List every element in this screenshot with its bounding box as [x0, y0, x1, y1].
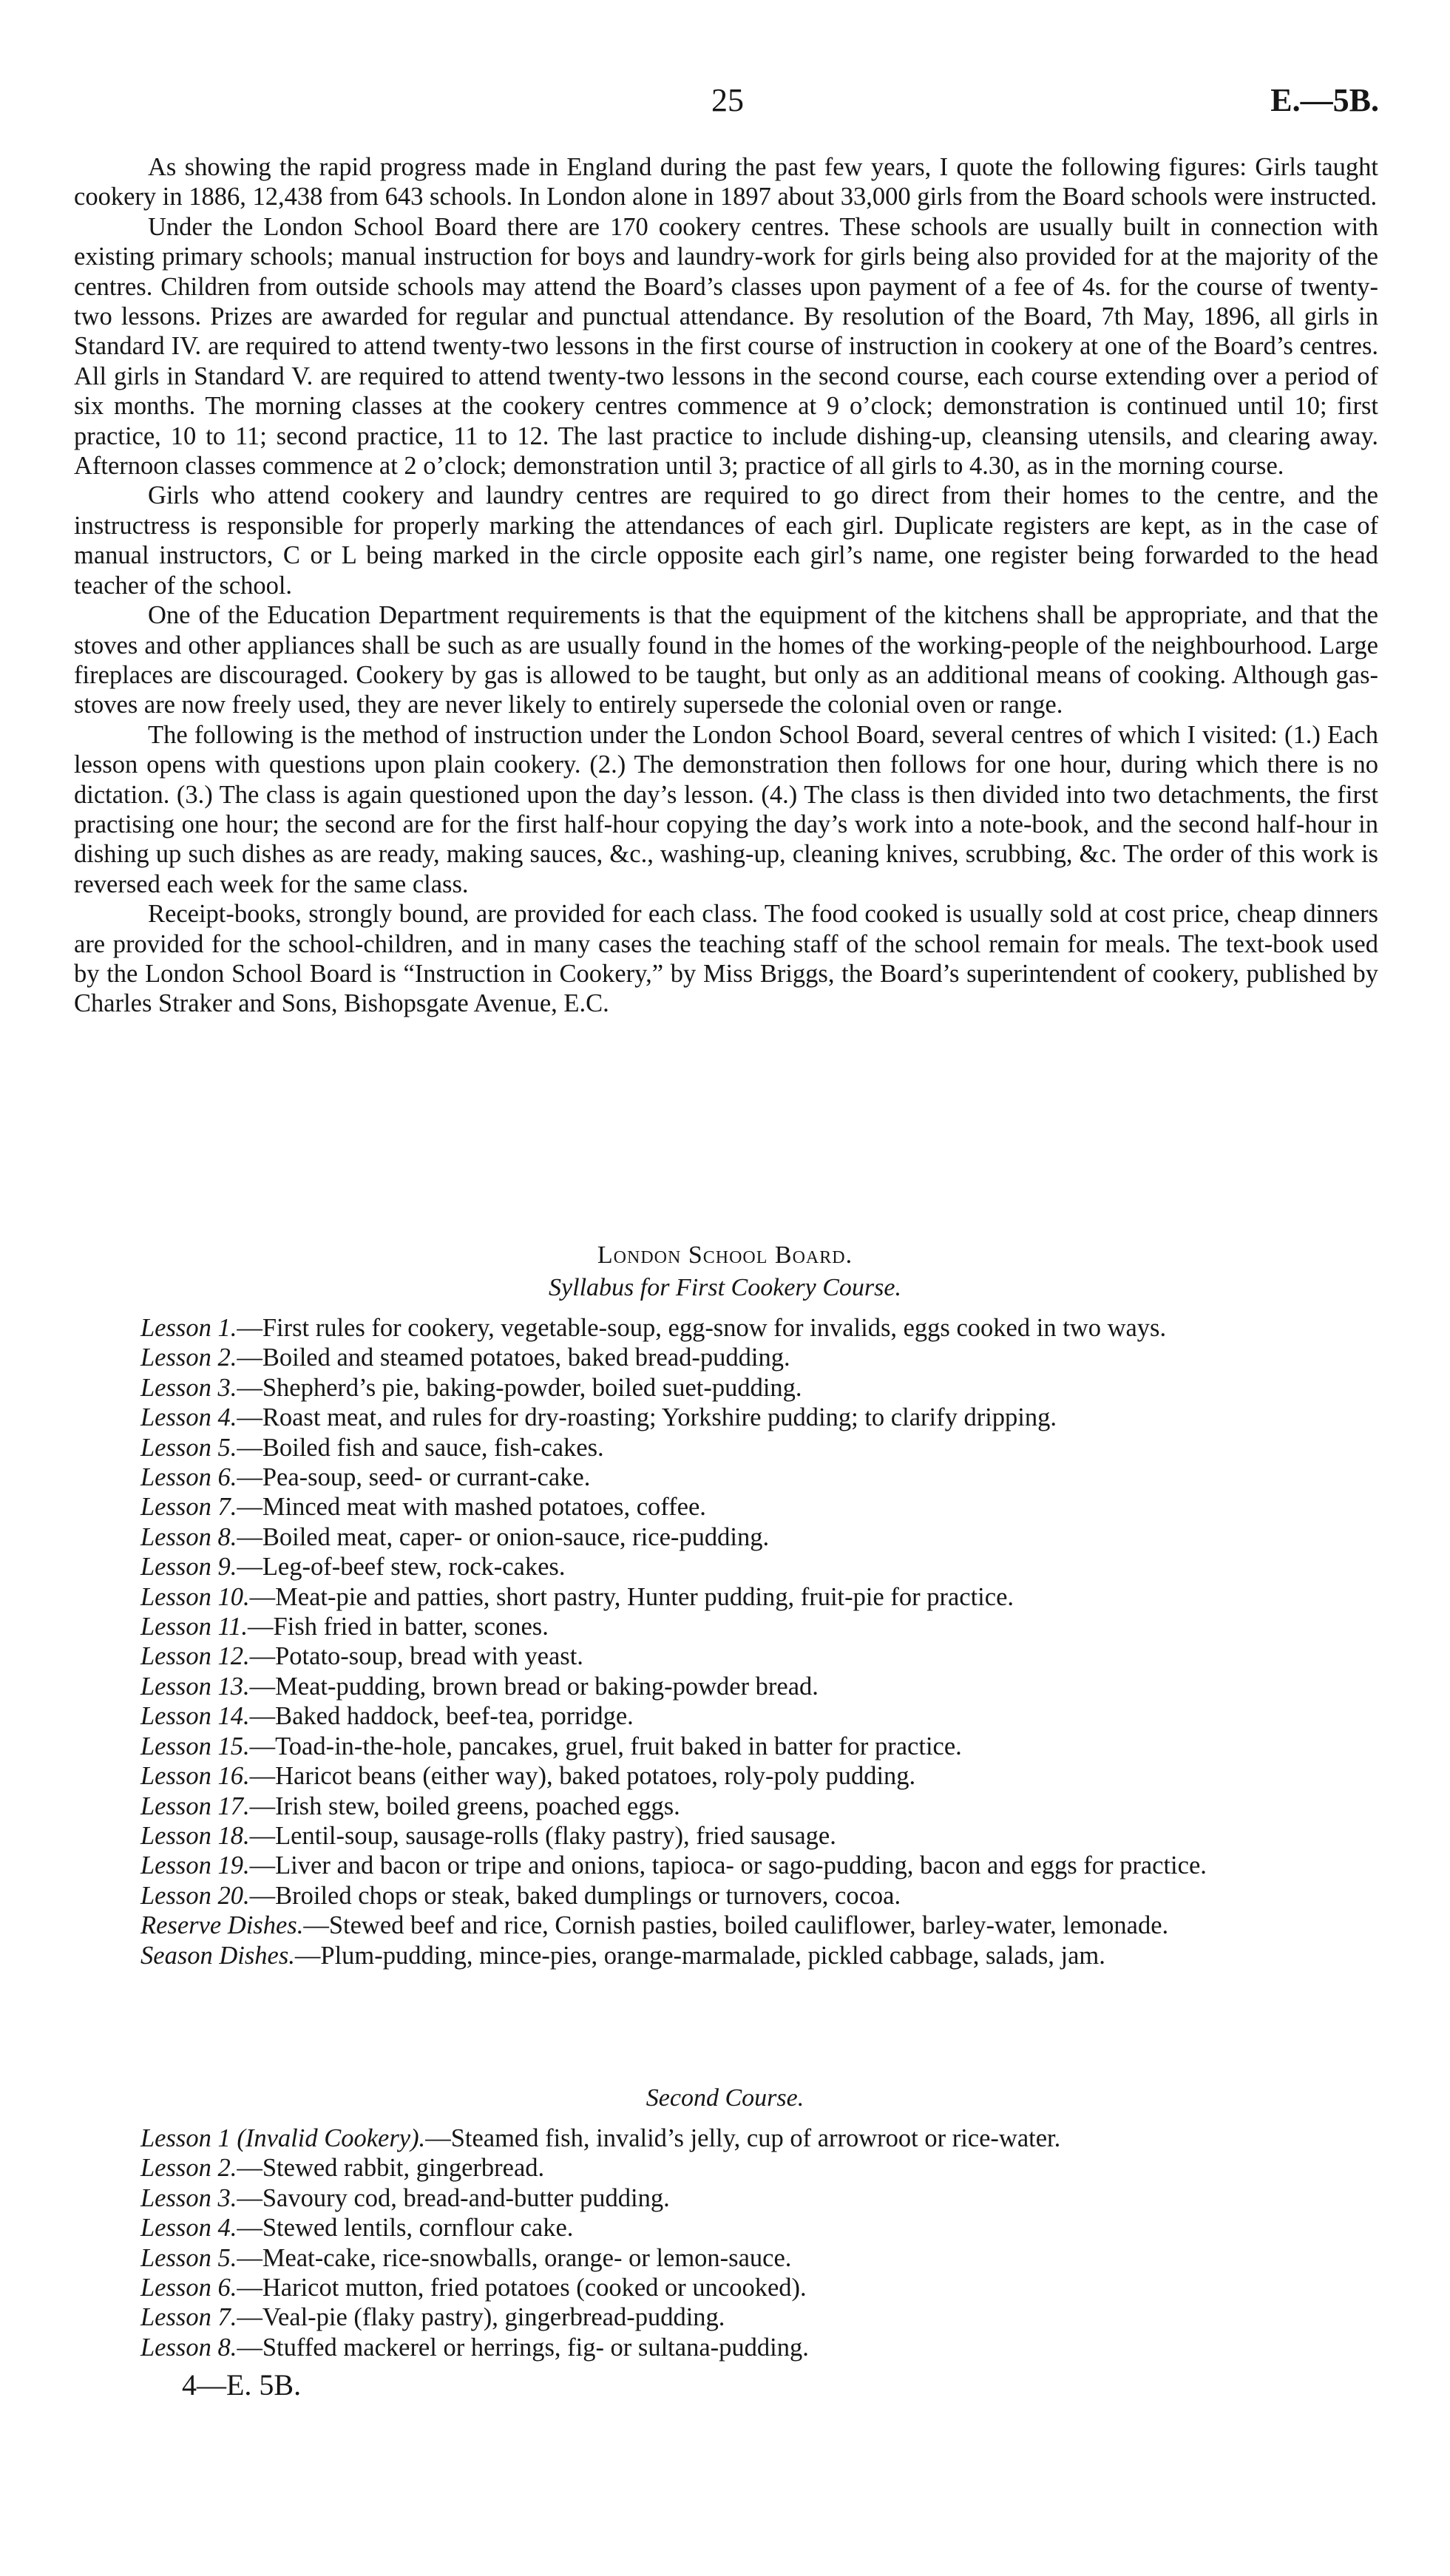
- lesson-label: Lesson 6.: [140, 2274, 237, 2302]
- lesson-text: —Toad-in-the-hole, pancakes, gruel, fruit baked in batter for practice.: [249, 1732, 962, 1760]
- lesson-label: Lesson 8.: [140, 1522, 237, 1551]
- lesson-item: [140, 2183, 1378, 2213]
- lesson-label: Season Dishes.: [140, 1941, 295, 1970]
- lesson-item: [140, 1462, 1378, 1492]
- lesson-item: [140, 1343, 1378, 1372]
- lesson-item: [140, 1941, 1378, 1970]
- lesson-text: —Stuffed mackerel or herrings, fig- or sultana-pudding.: [237, 2333, 809, 2362]
- lesson-label: Lesson 7.: [140, 2303, 237, 2332]
- lesson-item: [140, 1492, 1378, 1522]
- lesson-text: —Fish fried in batter, scones.: [248, 1613, 549, 1641]
- lesson-text: —Leg-of-beef stew, rock-cakes.: [237, 1553, 566, 1582]
- lesson-item: [140, 1732, 1378, 1761]
- lesson-text: —Savoury cod, bread-and-butter pudding.: [237, 2183, 670, 2212]
- lesson-text: —Meat-pie and patties, short pastry, Hunter pudding, fruit-pie for practice.: [249, 1582, 1014, 1611]
- lesson-text: —Liver and bacon or tripe and onions, tapioca- or sago-pudding, bacon and eggs for practice.: [249, 1851, 1207, 1880]
- lesson-label: Lesson 1.: [140, 1314, 237, 1342]
- lesson-label: Lesson 20.: [140, 1881, 250, 1910]
- lesson-item: [140, 1403, 1378, 1432]
- lesson-text: —Irish stew, boiled greens, poached eggs.: [249, 1792, 680, 1820]
- board-heading: London School Board.: [597, 1241, 853, 1269]
- lesson-item: [140, 1433, 1378, 1462]
- lesson-label: Lesson 5.: [140, 2243, 237, 2272]
- lesson-label: Lesson 8.: [140, 2333, 237, 2362]
- lesson-text: —Haricot beans (either way), baked potatoes, roly-poly pudding.: [249, 1762, 916, 1791]
- document-reference: E.—5B.: [1270, 82, 1379, 118]
- lesson-item: [140, 1582, 1378, 1612]
- lesson-label: Lesson 2.: [140, 2154, 237, 2183]
- lesson-label: Lesson 15.: [140, 1732, 250, 1760]
- lesson-text: —Stewed rabbit, gingerbread.: [237, 2154, 545, 2183]
- lesson-item: [140, 2333, 1378, 2362]
- lesson-item: [140, 1373, 1378, 1403]
- lesson-item: [140, 2302, 1378, 2332]
- lesson-text: —Veal-pie (flaky pastry), gingerbread-pudding.: [237, 2303, 725, 2332]
- paragraph: One of the Education Department requirements is that the equipment of the kitchens shall be appropriate, and that the stoves and other appliances shall be such as are usually found in the homes of the working-people of the neighbourhood. Large fireplaces are discouraged. Cookery by gas is allowed to be taught, but only as an additional means of cooking. Although gas-stoves are now freely used, they are never likely to entirely supersede the colonial oven or range.: [74, 601, 1378, 719]
- lesson-label: Lesson 11.: [140, 1613, 248, 1641]
- lesson-item: [140, 2123, 1378, 2153]
- second-course-lessons: [74, 2123, 1378, 2362]
- lesson-item: [140, 1672, 1378, 1701]
- lesson-item: [140, 2213, 1378, 2243]
- lesson-label: Lesson 12.: [140, 1642, 250, 1671]
- second-course-title: Second Course.: [646, 2084, 804, 2112]
- lesson-item: [140, 1881, 1378, 1911]
- signature-mark: 4—E. 5B.: [182, 2368, 302, 2402]
- lesson-label: Reserve Dishes.: [140, 1911, 304, 1940]
- lesson-label: Lesson 14.: [140, 1702, 250, 1731]
- lesson-item: [140, 1851, 1378, 1880]
- first-course-title: Syllabus for First Cookery Course.: [549, 1274, 901, 1301]
- lesson-item: [140, 1911, 1378, 1940]
- lesson-label: Lesson 3.: [140, 2183, 237, 2212]
- lesson-item: [140, 1641, 1378, 1671]
- lesson-label: Lesson 13.: [140, 1672, 250, 1701]
- lesson-text: —Potato-soup, bread with yeast.: [249, 1642, 583, 1671]
- lesson-text: —Broiled chops or steak, baked dumplings or turnovers, cocoa.: [249, 1881, 901, 1910]
- paragraph: Girls who attend cookery and laundry centres are required to go direct from their homes to the centre, and the instructress is responsible for properly marking the attendances of each girl. Duplicate registers are kept, as in the case of manual instructors, C or L being marked in the circle opposite each girl’s name, one register being forwarded to the head teacher of the school.: [74, 481, 1378, 600]
- lesson-item: [140, 2153, 1378, 2183]
- lesson-label: Lesson 5.: [140, 1433, 237, 1462]
- lesson-label: Lesson 17.: [140, 1792, 250, 1820]
- lesson-label: Lesson 4.: [140, 1403, 237, 1432]
- lesson-text: —Plum-pudding, mince-pies, orange-marmalade, pickled cabbage, salads, jam.: [294, 1941, 1105, 1970]
- lesson-text: —Shepherd’s pie, baking-powder, boiled suet-pudding.: [237, 1373, 802, 1402]
- lesson-item: [140, 2243, 1378, 2273]
- lesson-item: [140, 1612, 1378, 1641]
- paragraph: Under the London School Board there are 170 cookery centres. These schools are usually built in connection with existing primary schools; manual instruction for boys and laundry-work for girls being also provided for at the majority of the centres. Children from outside schools may attend the Board’s classes upon payment of a fee of 4s. for the course of twenty-two lessons. Prizes are awarded for regular and punctual attendance. By resolution of the Board, 7th May, 1896, all girls in Standard IV. are required to attend twenty-two lessons in the first course of instruction in cookery at one of the Board’s centres. All girls in Standard V. are required to attend twenty-two lessons in the second course, each course extending over a period of six months. The morning classes at the cookery centres commence at 9 o’clock; demonstration is continued until 10; first practice, 10 to 11; second practice, 11 to 12. The last practice to include dishing-up, cleansing utensils, and clearing away. Afternoon classes commence at 2 o’clock; demonstration until 3; practice of all girls to 4.30, as in the morning course.: [74, 212, 1378, 481]
- lesson-label: Lesson 1 (Invalid Cookery).: [140, 2124, 426, 2152]
- paragraph: Receipt-books, strongly bound, are provided for each class. The food cooked is usually sold at cost price, cheap dinners are provided for the school-children, and in many cases the teaching staff of the school remain for meals. The text-book used by the London School Board is “Instruction in Cookery,” by Miss Briggs, the Board’s superintendent of cookery, published by Charles Straker and Sons, Bishopsgate Avenue, E.C.: [74, 900, 1378, 1018]
- lesson-item: [140, 1552, 1378, 1582]
- lesson-item: [140, 1761, 1378, 1791]
- lesson-text: —Lentil-soup, sausage-rolls (flaky pastry), fried sausage.: [249, 1821, 836, 1850]
- lesson-label: Lesson 18.: [140, 1821, 250, 1850]
- lesson-label: Lesson 2.: [140, 1343, 237, 1372]
- lesson-text: —Haricot mutton, fried potatoes (cooked or uncooked).: [237, 2274, 807, 2302]
- lesson-label: Lesson 9.: [140, 1553, 237, 1582]
- page-header: [0, 80, 1450, 124]
- lesson-text: —Boiled fish and sauce, fish-cakes.: [237, 1433, 604, 1462]
- lesson-text: —Meat-cake, rice-snowballs, orange- or lemon-sauce.: [237, 2243, 792, 2272]
- lesson-text: —Pea-soup, seed- or currant-cake.: [237, 1463, 591, 1492]
- lesson-item: [140, 1821, 1378, 1851]
- first-course-lessons: [74, 1313, 1378, 1970]
- lesson-text: —Stewed beef and rice, Cornish pasties, boiled cauliflower, barley-water, lemonade.: [303, 1911, 1169, 1940]
- paragraph: The following is the method of instruction under the London School Board, several centres of which I visited: (1.) Each lesson opens with questions upon plain cookery. (2.) The demonstration then follows for one hour, during which there is no dictation. (3.) The class is again questioned upon the day’s lesson. (4.) The class is then divided into two detachments, the first practising one hour; the second are for the first half-hour copying the day’s work into a note-book, and the second half-hour in dishing up such dishes as are ready, making sauces, &c., washing-up, cleaning knives, scrubbing, &c. The order of this work is reversed each week for the same class.: [74, 720, 1378, 898]
- paragraph: As showing the rapid progress made in England during the past few years, I quote the following figures: Girls taught cookery in 1886, 12,438 from 643 schools. In London alone in 1897 about 33,000 girls from the Board schools were instructed.: [74, 153, 1378, 211]
- lesson-item: [140, 1792, 1378, 1821]
- lesson-label: Lesson 4.: [140, 2214, 237, 2243]
- lesson-label: Lesson 10.: [140, 1582, 250, 1611]
- lesson-label: Lesson 19.: [140, 1851, 250, 1880]
- lesson-label: Lesson 3.: [140, 1373, 237, 1402]
- lesson-label: Lesson 16.: [140, 1762, 250, 1791]
- lesson-item: [140, 2273, 1378, 2302]
- page-number: 25: [711, 82, 744, 118]
- lesson-text: —Meat-pudding, brown bread or baking-powder bread.: [249, 1672, 819, 1701]
- lesson-item: [140, 1701, 1378, 1731]
- lesson-text: —Boiled meat, caper- or onion-sauce, rice-pudding.: [237, 1522, 770, 1551]
- lesson-text: —Boiled and steamed potatoes, baked bread-pudding.: [237, 1343, 790, 1372]
- lesson-text: —First rules for cookery, vegetable-soup, egg-snow for invalids, eggs cooked in two ways.: [237, 1314, 1167, 1342]
- lesson-label: Lesson 7.: [140, 1493, 237, 1522]
- lesson-text: —Stewed lentils, cornflour cake.: [237, 2214, 574, 2243]
- lesson-item: [140, 1522, 1378, 1552]
- lesson-text: —Baked haddock, beef-tea, porridge.: [249, 1702, 634, 1731]
- lesson-text: —Minced meat with mashed potatoes, coffee.: [237, 1493, 706, 1522]
- lesson-item: [140, 1313, 1378, 1343]
- lesson-text: —Roast meat, and rules for dry-roasting; Yorkshire pudding; to clarify dripping.: [237, 1403, 1057, 1432]
- body-text: [74, 152, 1378, 1019]
- lesson-label: Lesson 6.: [140, 1463, 237, 1492]
- lesson-text: —Steamed fish, invalid’s jelly, cup of arrowroot or rice-water.: [425, 2124, 1061, 2152]
